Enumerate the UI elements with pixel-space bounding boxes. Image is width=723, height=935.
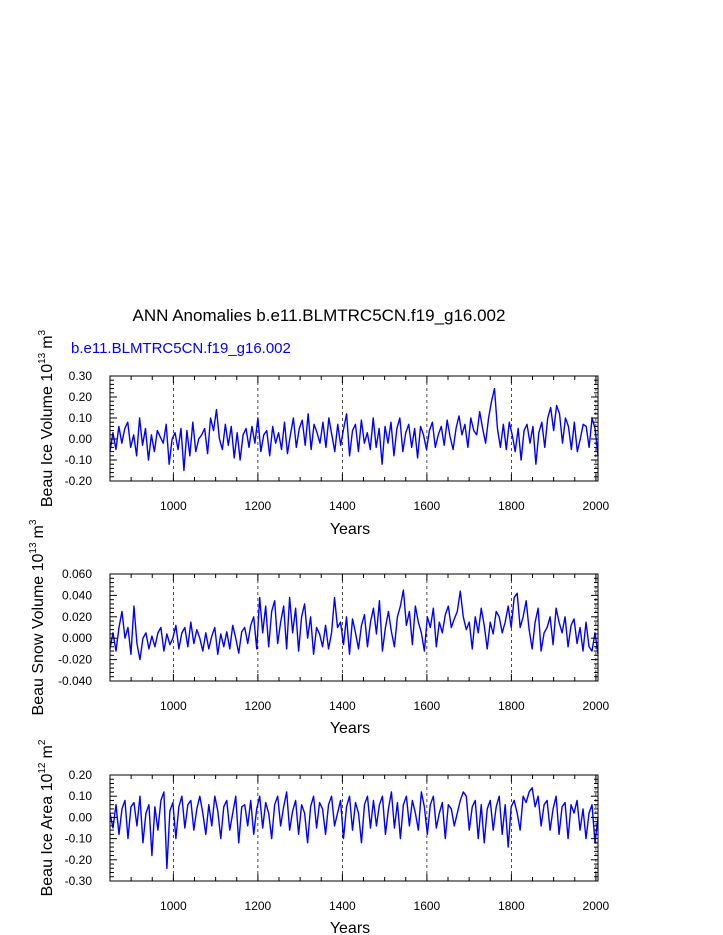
series-line [110, 590, 598, 660]
x-axis-label: Years [329, 720, 371, 737]
y-tick-label: -0.10 [64, 831, 92, 846]
y-tick-label: 0.20 [68, 390, 92, 404]
y-label-unit-exponent: 3 [37, 329, 48, 336]
y-label-unit-exponent: 2 [37, 739, 48, 746]
y-label-exponent: 13 [28, 542, 39, 554]
x-tick-label: 1600 [413, 899, 441, 913]
x-tick-label: 1400 [329, 699, 356, 713]
x-tick-label: 1800 [498, 499, 525, 513]
x-tick-label: 2000 [582, 699, 610, 713]
y-tick-label: 0.30 [68, 369, 92, 383]
series-line [110, 389, 598, 471]
x-tick-label: 1000 [160, 899, 187, 913]
y-tick-label: 0.20 [68, 768, 92, 782]
y-tick-label: -0.10 [64, 453, 92, 467]
y-label-unit-exponent: 3 [28, 519, 39, 526]
x-tick-label: 1800 [498, 699, 525, 713]
y-axis-label [28, 519, 47, 715]
y-label-exponent: 13 [37, 352, 48, 364]
case-label: b.e11.BLMTRC5CN.f19_g16.002 [71, 340, 291, 357]
y-label-unit: m [39, 745, 56, 759]
panel-snow-volume [28, 519, 610, 737]
y-tick-label: -0.040 [57, 674, 92, 688]
y-tick-label: -0.30 [64, 874, 92, 888]
x-tick-label: 2000 [582, 499, 610, 513]
y-axis-label [37, 329, 56, 507]
panel-ice-area [37, 739, 610, 935]
y-label-main: Beau Snow Volume 10 [30, 553, 47, 716]
x-tick-label: 1000 [160, 699, 187, 713]
x-tick-label: 1000 [160, 499, 187, 513]
chart-title: ANN Anomalies b.e11.BLMTRC5CN.f19_g16.002 [132, 306, 506, 325]
x-tick-label: 1200 [244, 699, 272, 713]
x-tick-label: 1200 [244, 899, 272, 913]
plot-frame [110, 775, 598, 881]
y-tick-label: 0.000 [61, 631, 92, 646]
y-tick-label: 0.020 [61, 609, 92, 624]
y-tick-label: 0.00 [68, 432, 92, 446]
y-tick-label: 0.060 [61, 567, 92, 581]
y-label-main: Beau Ice Volume 10 [39, 363, 56, 508]
y-tick-label: 0.00 [68, 810, 92, 825]
x-tick-label: 1400 [329, 499, 356, 513]
x-tick-label: 1800 [498, 899, 525, 913]
y-axis-label [37, 739, 56, 896]
x-axis-label: Years [329, 521, 371, 538]
x-tick-label: 1400 [329, 899, 356, 913]
y-tick-label: 0.10 [68, 789, 92, 804]
y-label-exponent: 12 [37, 762, 48, 774]
x-tick-label: 1600 [413, 499, 441, 513]
y-label-main: Beau Ice Area 10 [39, 773, 56, 897]
x-tick-label: 2000 [582, 899, 610, 913]
y-label-unit: m [39, 335, 56, 349]
y-tick-label: -0.020 [57, 652, 92, 667]
x-axis-label: Years [329, 920, 371, 935]
x-tick-label: 1600 [413, 699, 441, 713]
y-tick-label: -0.20 [64, 474, 92, 488]
panel-ice-volume [37, 329, 610, 538]
y-label-unit: m [30, 525, 47, 539]
x-tick-label: 1200 [244, 499, 272, 513]
series-line [110, 788, 598, 869]
y-tick-label: -0.20 [64, 852, 92, 867]
y-tick-label: 0.10 [68, 411, 92, 425]
y-tick-label: 0.040 [61, 588, 92, 603]
